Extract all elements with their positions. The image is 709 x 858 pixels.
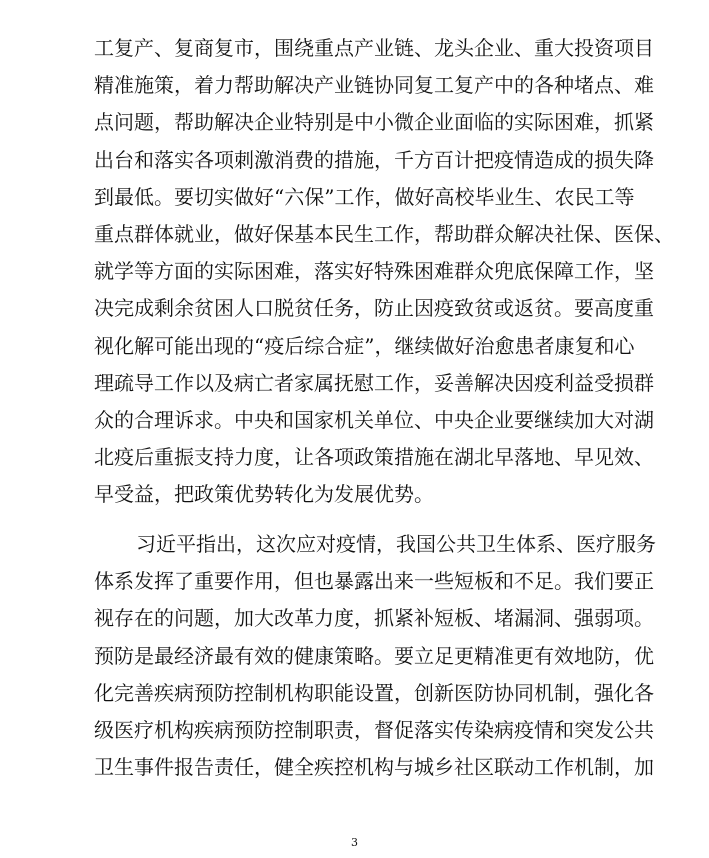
paragraph-line: 视化解可能出现的“疫后综合症”，继续做好治愈患者康复和心 <box>94 333 635 358</box>
paragraph-line: 习近平指出，这次应对疫情，我国公共卫生体系、医疗服务 <box>136 532 656 556</box>
paragraph-line: 点问题，帮助解决企业特别是中小微企业面临的实际困难，抓紧 <box>94 110 654 135</box>
paragraph-line: 理疏导工作以及病亡者家属抚慰工作，妥善解决因疫利益受损群 <box>94 370 654 395</box>
paragraph-line: 决完成剩余贫困人口脱贫任务，防止因疫致贫或返贫。要高度重 <box>94 296 654 321</box>
paragraph-line: 体系发挥了重要作用，但也暴露出来一些短板和不足。我们要正 <box>94 569 654 594</box>
paragraph-line: 重点群体就业，做好保基本民生工作，帮助群众解决社保、医保、 <box>94 221 674 246</box>
paragraph-line: 卫生事件报告责任，健全疾控机构与城乡社区联动工作机制，加 <box>94 755 654 780</box>
paragraph-line: 众的合理诉求。中央和国家机关单位、中央企业要继续加大对湖 <box>94 407 654 432</box>
paragraph-1 <box>94 30 674 513</box>
paragraph-line: 北疫后重振支持力度，让各项政策措施在湖北早落地、早见效、 <box>94 445 654 470</box>
paragraph-line: 精准施策，着力帮助解决产业链协同复工复产中的各种堵点、难 <box>94 73 654 98</box>
paragraph-line: 就学等方面的实际困难，落实好特殊困难群众兜底保障工作，坚 <box>94 259 654 284</box>
paragraph-line: 早受益，把政策优势转化为发展优势。 <box>94 482 434 507</box>
paragraph-line: 视存在的问题，加大改革力度，抓紧补短板、堵漏洞、强弱项。 <box>94 606 654 631</box>
paragraph-line: 级医疗机构疾病预防控制职责，督促落实传染病疫情和突发公共 <box>94 717 654 742</box>
page-number: 3 <box>351 836 358 849</box>
paragraph-2 <box>94 526 656 786</box>
paragraph-line: 化完善疾病预防控制机构职能设置，创新医防协同机制，强化各 <box>94 680 654 705</box>
paragraph-line: 出台和落实各项刺激消费的措施，千方百计把疫情造成的损失降 <box>94 147 654 172</box>
paragraph-line: 工复产、复商复市，围绕重点产业链、龙头企业、重大投资项目 <box>94 36 654 60</box>
paragraph-line: 预防是最经济最有效的健康策略。要立足更精准更有效地防，优 <box>94 643 654 668</box>
paragraph-line: 到最低。要切实做好“六保”工作，做好高校毕业生、农民工等 <box>94 184 635 209</box>
